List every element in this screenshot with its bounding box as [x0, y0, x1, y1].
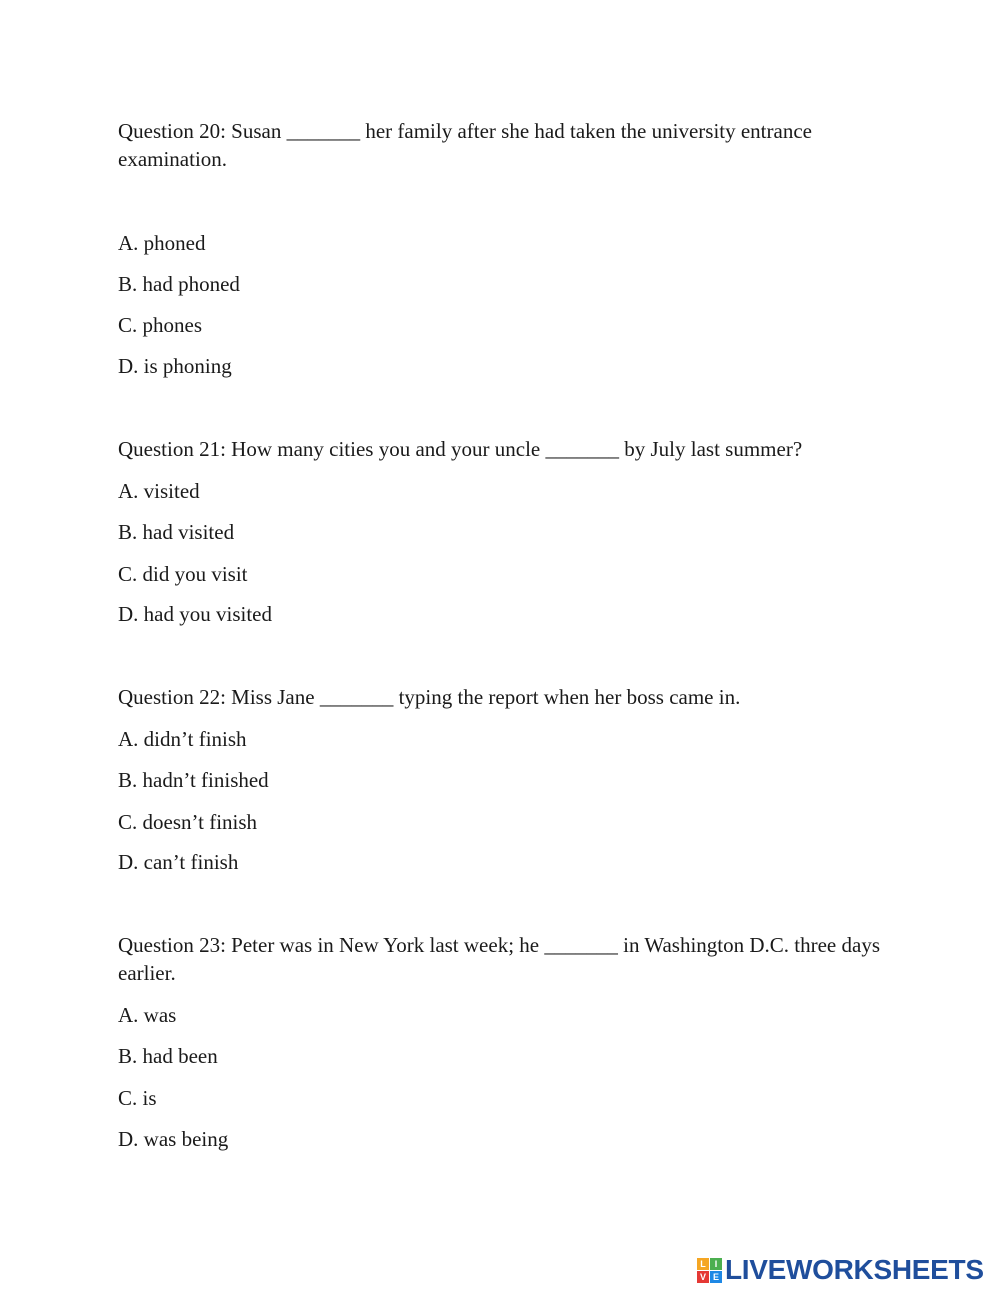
- question-23-option-c: C. is: [118, 1086, 157, 1110]
- question-21-option-b: B. had visited: [118, 520, 235, 544]
- question-20-option-d: D. is phoning: [118, 354, 232, 378]
- question-23-option-d: D. was being: [118, 1127, 229, 1151]
- question-22-option-a: A. didn’t finish: [118, 727, 247, 751]
- question-20-stem: Question 20: Susan _______ her family after she had taken the university entrance examination.: [118, 119, 812, 171]
- logo-tile: V: [697, 1271, 709, 1283]
- question-21-option-d: D. had you visited: [118, 602, 272, 626]
- question-22-option-b: B. hadn’t finished: [118, 768, 269, 792]
- question-21-stem: Question 21: How many cities you and your uncle _______ by July last summer?: [118, 437, 803, 461]
- question-22-option-c: C. doesn’t finish: [118, 810, 258, 834]
- logo-tile: I: [710, 1258, 722, 1270]
- question-21-option-a: A. visited: [118, 479, 200, 503]
- question-20-option-b: B. had phoned: [118, 272, 240, 296]
- question-23-option-b: B. had been: [118, 1044, 218, 1068]
- logo-text: LIVEWORKSHEETS: [725, 1254, 984, 1285]
- question-20-option-a: A. phoned: [118, 231, 206, 255]
- question-23-stem: Question 23: Peter was in New York last week; he _______ in Washington D.C. three days earlier.: [118, 933, 880, 985]
- logo-tile: L: [697, 1258, 709, 1270]
- liveworksheets-logo: [697, 1255, 984, 1285]
- logo-tile: E: [710, 1271, 722, 1283]
- question-23-option-a: A. was: [118, 1003, 177, 1027]
- question-22-stem: Question 22: Miss Jane _______ typing the report when her boss came in.: [118, 685, 741, 709]
- question-22-option-d: D. can’t finish: [118, 850, 239, 874]
- logo-mark-icon: [697, 1258, 722, 1283]
- question-20-option-c: C. phones: [118, 313, 202, 337]
- question-21-option-c: C. did you visit: [118, 562, 248, 586]
